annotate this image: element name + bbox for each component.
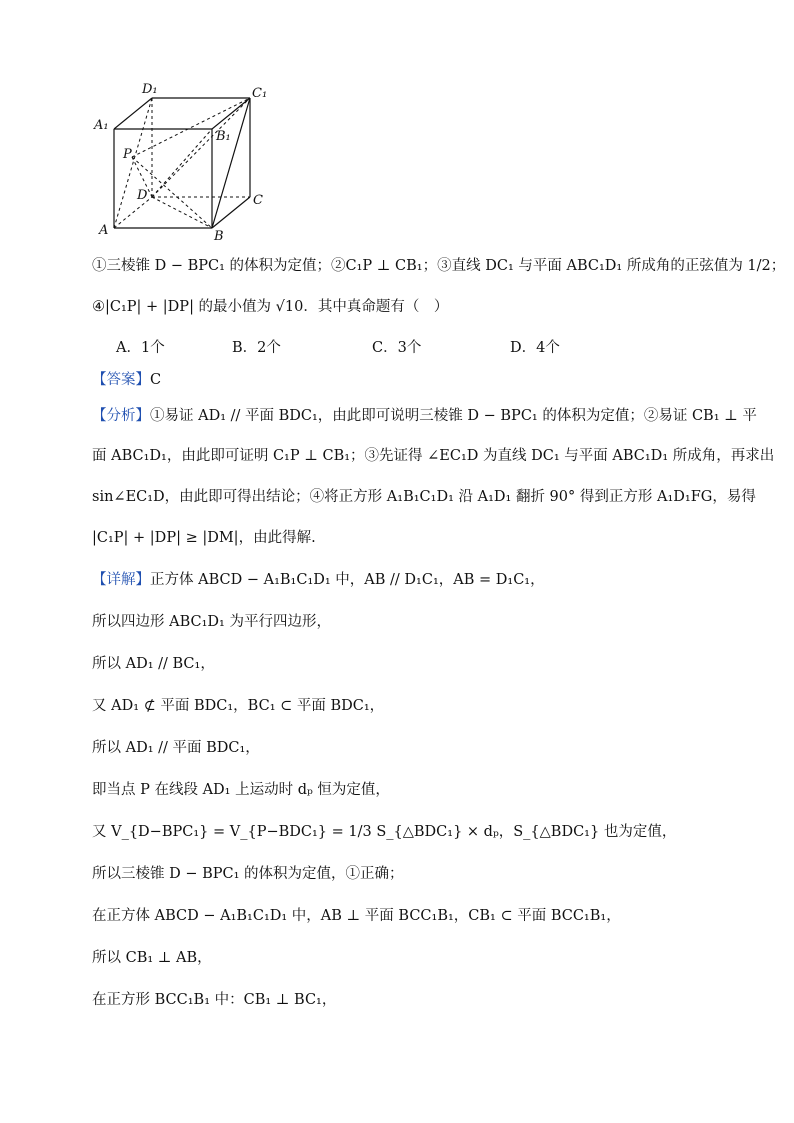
detail-line-9: 所以 CB₁ ⊥ AB， (92, 950, 212, 966)
detail-line-5: 即当点 P 在线段 AD₁ 上运动时 dₚ 恒为定值， (92, 782, 390, 798)
edge-BC (212, 197, 250, 228)
detail-first: 正方体 ABCD − A₁B₁C₁D₁ 中，AB // D₁C₁，AB = D₁C₁， (150, 572, 545, 588)
detail-line-1: 所以四边形 ABC₁D₁ 为平行四边形， (92, 614, 331, 630)
detail-line-2: 所以 AD₁ // BC₁， (92, 656, 215, 672)
answer-value: C (150, 372, 162, 388)
detail-line-10: 在正方形 BCC₁B₁ 中：CB₁ ⊥ BC₁， (92, 992, 337, 1008)
option-d: D．4个 (510, 340, 560, 356)
question-line-2: ④|C₁P| + |DP| 的最小值为 √10．其中真命题有（ ） (92, 299, 449, 315)
detail-line-8: 在正方体 ABCD − A₁B₁C₁D₁ 中，AB ⊥ 平面 BCC₁B₁，CB₁ ⊂ 平面 BCC₁B₁， (92, 908, 621, 924)
analysis-line-1 (92, 406, 757, 426)
analysis-label: 【分析】 (92, 408, 150, 424)
label-B1: B₁ (216, 129, 231, 144)
label-A: A (99, 223, 109, 238)
label-C: C (253, 193, 263, 208)
label-D1: D₁ (142, 82, 158, 97)
label-B: B (214, 229, 224, 244)
analysis-line-3: sin∠EC₁D，由此即可得出结论；④将正方形 A₁B₁C₁D₁ 沿 A₁D₁ 翻折 90° 得到正方形 A₁D₁FG，易得 (92, 489, 756, 505)
answer-line (92, 370, 161, 390)
edge-DB1 (152, 129, 212, 197)
option-a: A．1个 (116, 340, 165, 356)
cube-figure (92, 78, 282, 246)
label-P: P (123, 147, 132, 162)
detail-label: 【详解】 (92, 572, 150, 588)
edge-BC1 (212, 98, 250, 228)
analysis-text-1: ①易证 AD₁ // 平面 BDC₁，由此即可说明三棱锥 D − BPC₁ 的体积为定值；②易证 CB₁ ⊥ 平 (150, 408, 757, 424)
edge-A1D1 (114, 98, 152, 129)
answer-label: 【答案】 (92, 372, 150, 388)
edge-B1C1 (212, 98, 250, 129)
label-A1: A₁ (94, 118, 109, 133)
detail-line-3: 又 AD₁ ⊄ 平面 BDC₁，BC₁ ⊂ 平面 BDC₁， (92, 698, 385, 714)
analysis-line-4: |C₁P| + |DP| ≥ |DM|，由此得解. (92, 530, 316, 546)
edge-AD1 (114, 98, 152, 228)
label-D: D (137, 188, 148, 203)
question-line-1: ①三棱锥 D − BPC₁ 的体积为定值；②C₁P ⊥ CB₁；③直线 DC₁ 与平面 ABC₁D₁ 所成角的正弦值为 1/2； (92, 258, 786, 274)
option-b: B．2个 (232, 340, 281, 356)
label-C1: C₁ (252, 86, 268, 101)
detail-line-7: 所以三棱锥 D − BPC₁ 的体积为定值，①正确； (92, 866, 404, 882)
analysis-line-2: 面 ABC₁D₁，由此即可证明 C₁P ⊥ CB₁；③先证得 ∠EC₁D 为直线 DC₁ 与平面 ABC₁D₁ 所成角，再求出 (92, 448, 775, 464)
option-c: C．3个 (372, 340, 422, 356)
detail-line-6: 又 V_{D−BPC₁} = V_{P−BDC₁} = 1/3 S_{△BDC₁} × dₚ，S_{△BDC₁} 也为定值， (92, 824, 677, 840)
detail-line-0 (92, 570, 545, 590)
detail-line-4: 所以 AD₁ // 平面 BDC₁， (92, 740, 260, 756)
